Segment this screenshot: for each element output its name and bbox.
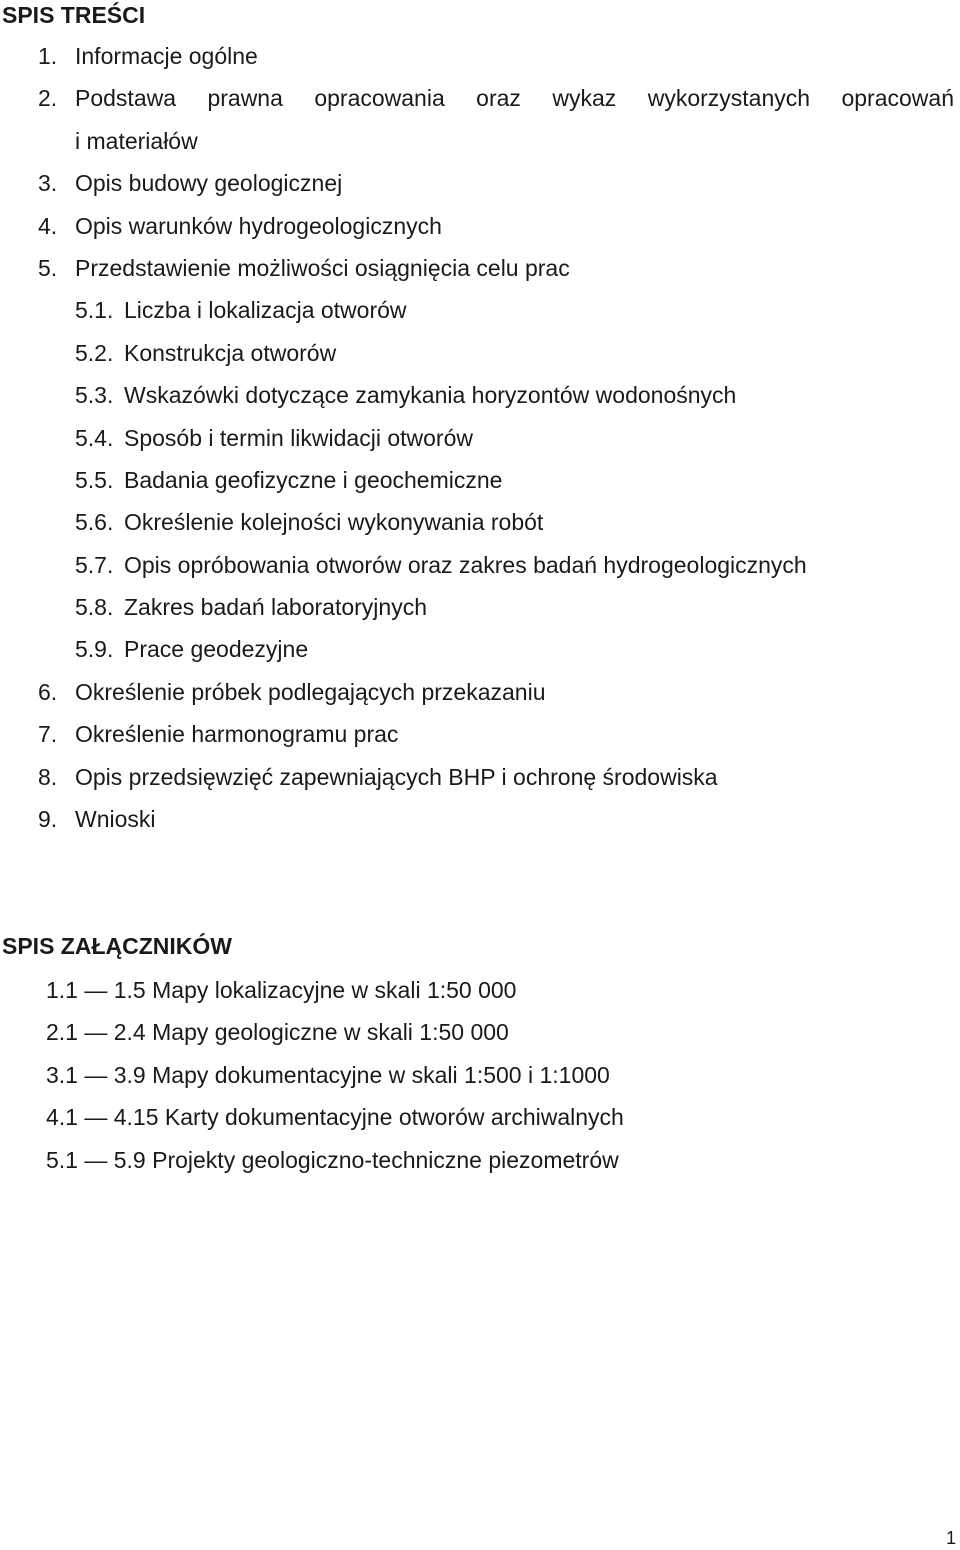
toc-item-5-3	[0, 380, 960, 422]
toc-item-9	[0, 804, 960, 846]
toc-item-number: 7.	[38, 721, 58, 748]
page-number: 1	[945, 1528, 956, 1548]
toc-item-5-8	[0, 592, 960, 634]
toc-item-number: 5.6.	[75, 509, 114, 536]
attachment-item	[0, 1060, 960, 1102]
toc-item-number: 1.	[38, 43, 58, 69]
toc-item-number: 5.8.	[75, 594, 114, 621]
attachment-item-text: 3.1 — 3.9 Mapy dokumentacyjne w skali 1:500 i 1:1000	[46, 1061, 610, 1088]
attachment-item-text: 2.1 — 2.4 Mapy geologiczne w skali 1:50 000	[46, 1019, 509, 1046]
toc-item-5	[0, 253, 960, 295]
toc-heading: SPIS TREŚCI	[2, 2, 146, 28]
toc-item-label: Zakres badań laboratoryjnych	[124, 594, 427, 621]
toc-item-5-7	[0, 550, 960, 592]
toc-item-number: 5.2.	[75, 339, 114, 366]
toc-item-5-1	[0, 295, 960, 337]
toc-item-2	[0, 83, 960, 168]
attachment-item-text: 5.1 — 5.9 Projekty geologiczno-techniczne piezometrów	[46, 1146, 619, 1173]
attachment-item	[0, 1017, 960, 1059]
toc-item-label-continuation: i materiałów	[75, 127, 198, 154]
attachments-heading: SPIS ZAŁĄCZNIKÓW	[2, 933, 232, 959]
attachment-item-text: 1.1 — 1.5 Mapy lokalizacyjne w skali 1:50 000	[46, 977, 517, 1003]
toc-item-5-5	[0, 465, 960, 507]
toc-item-number: 4.	[38, 212, 58, 239]
toc-item-label: Sposób i termin likwidacji otworów	[124, 424, 473, 451]
toc-item-label: Liczba i lokalizacja otworów	[124, 297, 407, 324]
toc-item-number: 5.3.	[75, 382, 114, 409]
toc-item-number: 2.	[38, 85, 58, 112]
attachments-list	[0, 975, 960, 1187]
toc-item-7	[0, 719, 960, 761]
toc-item-label: Określenie harmonogramu prac	[75, 721, 399, 748]
attachment-item	[0, 975, 960, 1017]
toc-item-label: Wnioski	[75, 806, 156, 833]
toc-item-number: 5.7.	[75, 551, 114, 578]
toc-item-1	[0, 41, 960, 83]
toc-item-5-4	[0, 423, 960, 465]
toc-list	[0, 41, 960, 846]
toc-item-number: 5.4.	[75, 424, 114, 451]
attachment-item	[0, 1102, 960, 1144]
toc-item-number: 8.	[38, 763, 58, 790]
attachment-item-text: 4.1 — 4.15 Karty dokumentacyjne otworów archiwalnych	[46, 1104, 624, 1131]
toc-item-label: Opis przedsięwzięć zapewniających BHP i ochronę środowiska	[75, 763, 718, 790]
toc-item-4	[0, 211, 960, 253]
toc-item-label: Badania geofizyczne i geochemiczne	[124, 466, 503, 493]
toc-item-6	[0, 677, 960, 719]
toc-item-5-6	[0, 507, 960, 549]
toc-item-5-9	[0, 634, 960, 676]
toc-item-label: Określenie próbek podlegających przekazaniu	[75, 678, 546, 705]
toc-item-number: 3.	[38, 170, 58, 197]
toc-item-number: 5.9.	[75, 636, 114, 663]
toc-item-label: Opis opróbowania otworów oraz zakres badań hydrogeologicznych	[124, 551, 807, 578]
toc-item-label: Przedstawienie możliwości osiągnięcia celu prac	[75, 254, 570, 281]
toc-item-label: Informacje ogólne	[75, 43, 258, 69]
toc-item-label: Określenie kolejności wykonywania robót	[124, 509, 544, 536]
toc-item-label: Podstawa prawna opracowania oraz wykaz wykorzystanych opracowań	[75, 85, 954, 112]
toc-item-label: Konstrukcja otworów	[124, 339, 337, 366]
toc-item-number: 5.5.	[75, 466, 114, 493]
toc-item-number: 5.1.	[75, 297, 114, 324]
toc-item-5-2	[0, 338, 960, 380]
toc-item-3	[0, 168, 960, 210]
toc-item-label: Opis warunków hydrogeologicznych	[75, 212, 442, 239]
toc-item-label: Prace geodezyjne	[124, 636, 309, 663]
toc-item-number: 6.	[38, 678, 58, 705]
toc-item-label: Wskazówki dotyczące zamykania horyzontów wodonośnych	[124, 382, 737, 409]
toc-item-label: Opis budowy geologicznej	[75, 170, 343, 197]
toc-item-8	[0, 762, 960, 804]
attachment-item	[0, 1145, 960, 1187]
toc-item-number: 9.	[38, 806, 58, 833]
toc-item-number: 5.	[38, 254, 58, 281]
